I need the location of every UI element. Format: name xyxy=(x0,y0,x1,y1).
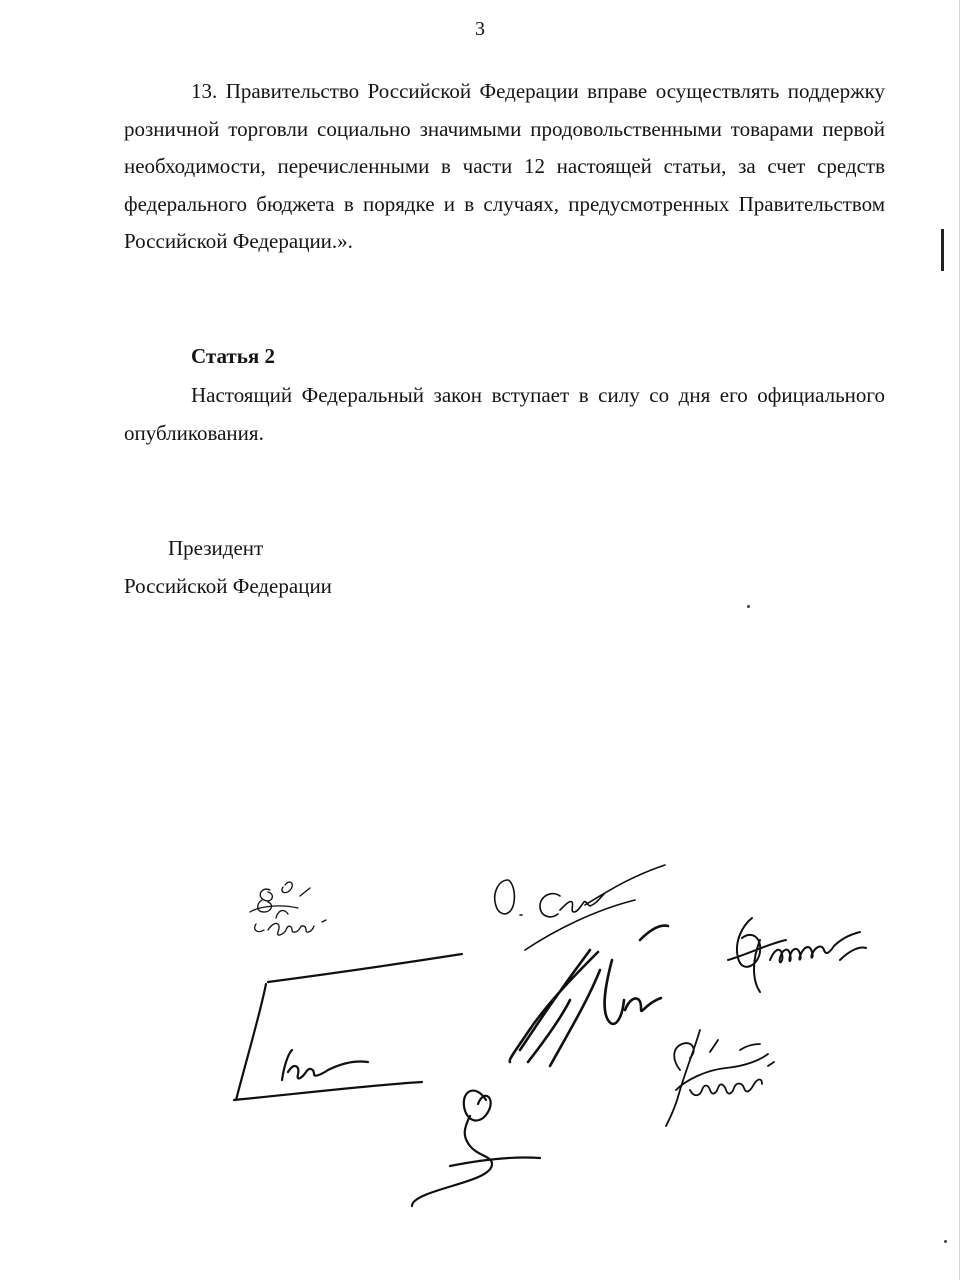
signatory-title-line-2: Российской Федерации xyxy=(124,574,332,598)
article-2-text: Настоящий Федеральный закон вступает в силу со дня его официального опубликования. xyxy=(124,383,885,445)
page-number: 3 xyxy=(475,18,485,40)
scan-margin-mark xyxy=(941,229,944,271)
signature-4 xyxy=(234,954,462,1100)
clause-13-paragraph: 13. Правительство Российской Федерации вправе осуществлять поддержку розничной торговли социально значимыми продовольственными товарами первой необходимости, перечисленными в части 12 настоящей статьи, за счет средств федерального бюджета в порядке и в случаях, предусмотренных Правительством Российской Федерации.». xyxy=(124,79,885,253)
article-2-heading: Статья 2 xyxy=(191,344,275,368)
signatory-title-line-1: Президент xyxy=(168,536,264,560)
scan-dot xyxy=(747,605,750,608)
signature-1 xyxy=(250,882,326,935)
signature-3 xyxy=(728,918,866,992)
signature-5 xyxy=(510,926,668,1066)
signature-7 xyxy=(412,1091,540,1206)
scan-dot xyxy=(944,1240,947,1243)
signatures-area xyxy=(0,840,960,1220)
signature-6 xyxy=(666,1030,774,1126)
signature-2 xyxy=(495,865,665,950)
